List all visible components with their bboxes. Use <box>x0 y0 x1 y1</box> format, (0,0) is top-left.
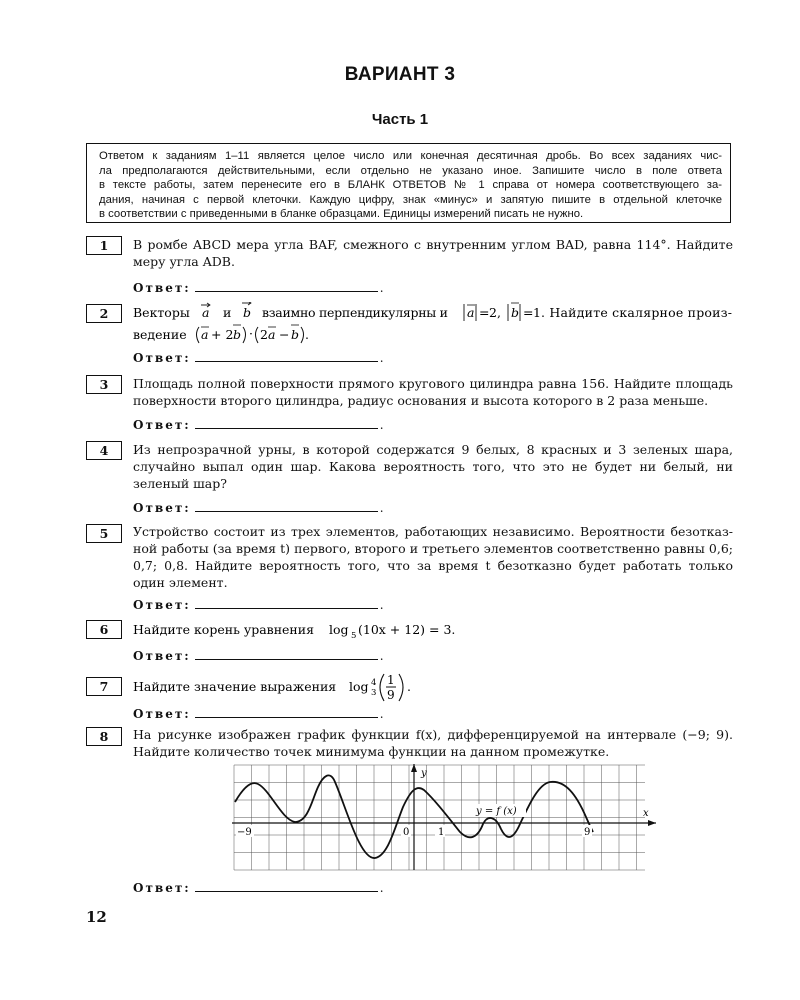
task-number-6: 6 <box>86 620 122 639</box>
equals-sign: = <box>523 305 534 320</box>
log-base: 5 <box>351 631 357 641</box>
task-number-3: 3 <box>86 375 122 394</box>
log-word: log <box>349 679 369 694</box>
answer-label: Ответ: <box>133 418 191 432</box>
task-line: поверхности второго цилиндра, радиус основания и высота которого в 2 раза меньше. <box>133 393 709 408</box>
two: 2 <box>260 327 268 342</box>
abs-a-value: 2, <box>489 305 501 320</box>
task-number-4: 4 <box>86 441 122 460</box>
paren-close <box>301 327 304 343</box>
answer-field-3[interactable] <box>133 417 384 432</box>
task-2-text <box>133 302 733 348</box>
answer-dot: . <box>379 418 384 432</box>
task-2-text-end: . Найдите скалярное произ- <box>541 305 732 320</box>
task-number-7: 7 <box>86 677 122 696</box>
tick-label-minus-9: −9 <box>237 827 252 838</box>
fraction-numerator: 1 <box>387 673 395 687</box>
paren-open <box>380 674 384 701</box>
instructions-line: Ответом к заданиям 1–11 является целое число или конечная десятичная дробь. Во всех заданиях чис- <box>99 150 722 162</box>
task-7-text-end: . <box>407 679 411 694</box>
task-number-2: 2 <box>86 304 122 323</box>
page-number: 12 <box>86 908 107 926</box>
log-power: 4 <box>371 678 377 688</box>
equals-sign: = <box>479 305 490 320</box>
answer-dot: . <box>379 707 384 721</box>
answer-line[interactable] <box>195 648 378 660</box>
task-7-text-start: Найдите значение выражения <box>133 679 337 694</box>
function-graph <box>220 762 660 872</box>
task-2-text-mid: взаимно перпендикулярны и <box>262 305 448 320</box>
log-word: log <box>329 622 349 637</box>
variant-title: ВАРИАНТ 3 <box>344 64 456 85</box>
task-line: Устройство состоит из трех элементов, работающих независимо. Вероятности безотказ- <box>133 524 733 539</box>
answer-line[interactable] <box>195 280 378 292</box>
answer-line[interactable] <box>195 706 378 718</box>
tick-label-1: 1 <box>438 827 445 838</box>
answer-dot: . <box>379 501 384 515</box>
answer-label: Ответ: <box>133 501 191 515</box>
task-line: зеленый шар? <box>133 476 227 491</box>
answer-field-5[interactable] <box>133 597 384 612</box>
task-5-text <box>133 523 733 591</box>
answer-line[interactable] <box>195 417 378 429</box>
function-label: y = f (x) <box>476 806 517 817</box>
x-axis-label: x <box>643 808 649 819</box>
log-argument: (10x + 12) = 3. <box>358 622 456 637</box>
task-line: Площадь полной поверхности прямого кругового цилиндра равна 156. Найдите площадь <box>133 376 733 391</box>
task-7-formula <box>133 668 733 706</box>
task-number-1: 1 <box>86 236 122 255</box>
task-6-formula <box>133 620 733 644</box>
task-2-text-start: Векторы <box>133 305 190 320</box>
answer-label: Ответ: <box>133 281 191 295</box>
task-1-text <box>133 236 733 270</box>
vector-b: b <box>233 327 242 342</box>
vector-a: a <box>268 327 276 342</box>
task-number-8: 8 <box>86 727 122 746</box>
tick-label-0: 0 <box>403 827 410 838</box>
instructions-line: дания, начиная с первой клеточки. Каждую цифру, знак «минус» и запятую пишите в отдельной клеточке <box>99 193 722 206</box>
answer-label: Ответ: <box>133 707 191 721</box>
vector-b: b <box>291 327 300 342</box>
answer-label: Ответ: <box>133 881 191 895</box>
task-line: Найдите количество точек минимума функции на данном промежутке. <box>133 744 610 759</box>
answer-field-2[interactable] <box>133 350 384 365</box>
instructions-box <box>86 143 731 223</box>
answer-line[interactable] <box>195 500 378 512</box>
answer-label: Ответ: <box>133 598 191 612</box>
answer-field-1[interactable] <box>133 280 384 295</box>
task-2-formula <box>133 302 733 350</box>
task-6-text <box>133 620 733 642</box>
answer-label: Ответ: <box>133 649 191 663</box>
task-line: ной работы (за время t) первого, второго и третьего элементов соответственно равны 0,6; <box>133 541 733 556</box>
task-line: один элемент. <box>133 575 228 590</box>
paren-open <box>256 327 259 343</box>
plus-two: + 2 <box>211 327 234 342</box>
abs-b-value: 1 <box>533 305 541 320</box>
paren-open <box>197 327 200 343</box>
task-3-text <box>133 375 733 409</box>
log-base: 3 <box>371 688 377 698</box>
vector-a: a <box>202 305 210 320</box>
task-line: меру угла ADB. <box>133 254 235 269</box>
answer-field-6[interactable] <box>133 648 384 663</box>
task-line: Из непрозрачной урны, в которой содержатся 9 белых, 8 красных и 3 зеленых шара, <box>133 442 733 457</box>
answer-field-7[interactable] <box>133 706 384 721</box>
task-6-text-start: Найдите корень уравнения <box>133 622 314 637</box>
instructions-line: ла предполагаются действительными, если отдельно не указано иное. Запишите число в поле ответа <box>99 164 722 177</box>
task-line: В ромбе ABCD мера угла BAF, смежного с внутренним углом BAD, равна 114°. Найдите <box>133 237 733 252</box>
answer-dot: . <box>379 649 384 663</box>
answer-dot: . <box>379 598 384 612</box>
task-2-line2-end: . <box>305 327 309 342</box>
task-2-line2-start: ведение <box>133 327 187 342</box>
answer-dot: . <box>379 351 384 365</box>
instructions-line: в соответствии с приведенными в бланке образцами. Единицы измерений писать не нужно. <box>99 208 584 221</box>
task-line: 0,7; 0,8. Найдите вероятность того, что за время t безотказно будет работать только <box>133 558 733 573</box>
answer-field-8[interactable] <box>133 880 384 895</box>
task-8-text <box>133 726 733 760</box>
task-number-5: 5 <box>86 524 122 543</box>
vector-b: b <box>511 305 520 320</box>
y-axis-label: y <box>421 768 427 779</box>
task-4-text <box>133 441 733 492</box>
tick-label-9: 9 <box>584 827 591 838</box>
fraction-denominator: 9 <box>387 688 395 702</box>
paren-close <box>243 327 246 343</box>
answer-dot: . <box>379 881 384 895</box>
answer-line[interactable] <box>195 597 378 609</box>
task-line: На рисунке изображен график функции f(x), дифференцируемой на интервале (−9; 9). <box>133 727 733 742</box>
task-line: случайно выпал один шар. Какова вероятность того, что это не будет ни белый, ни <box>133 459 733 474</box>
answer-dot: . <box>379 281 384 295</box>
answer-line[interactable] <box>195 880 378 892</box>
part-title: Часть 1 <box>371 111 429 128</box>
answer-field-4[interactable] <box>133 500 384 515</box>
instructions-line: в тексте работы, затем перенесите его в БЛАНК ОТВЕТОВ № 1 справа от номера соответствующего за- <box>99 179 722 192</box>
answer-label: Ответ: <box>133 351 191 365</box>
task-7-text <box>133 668 733 704</box>
vector-a: a <box>201 327 209 342</box>
vector-b: b <box>243 305 252 320</box>
vector-a: a <box>467 305 475 320</box>
minus: − <box>279 327 290 342</box>
and-word: и <box>223 305 232 320</box>
dot-product: · <box>249 326 253 341</box>
paren-close <box>399 674 403 701</box>
answer-line[interactable] <box>195 350 378 362</box>
